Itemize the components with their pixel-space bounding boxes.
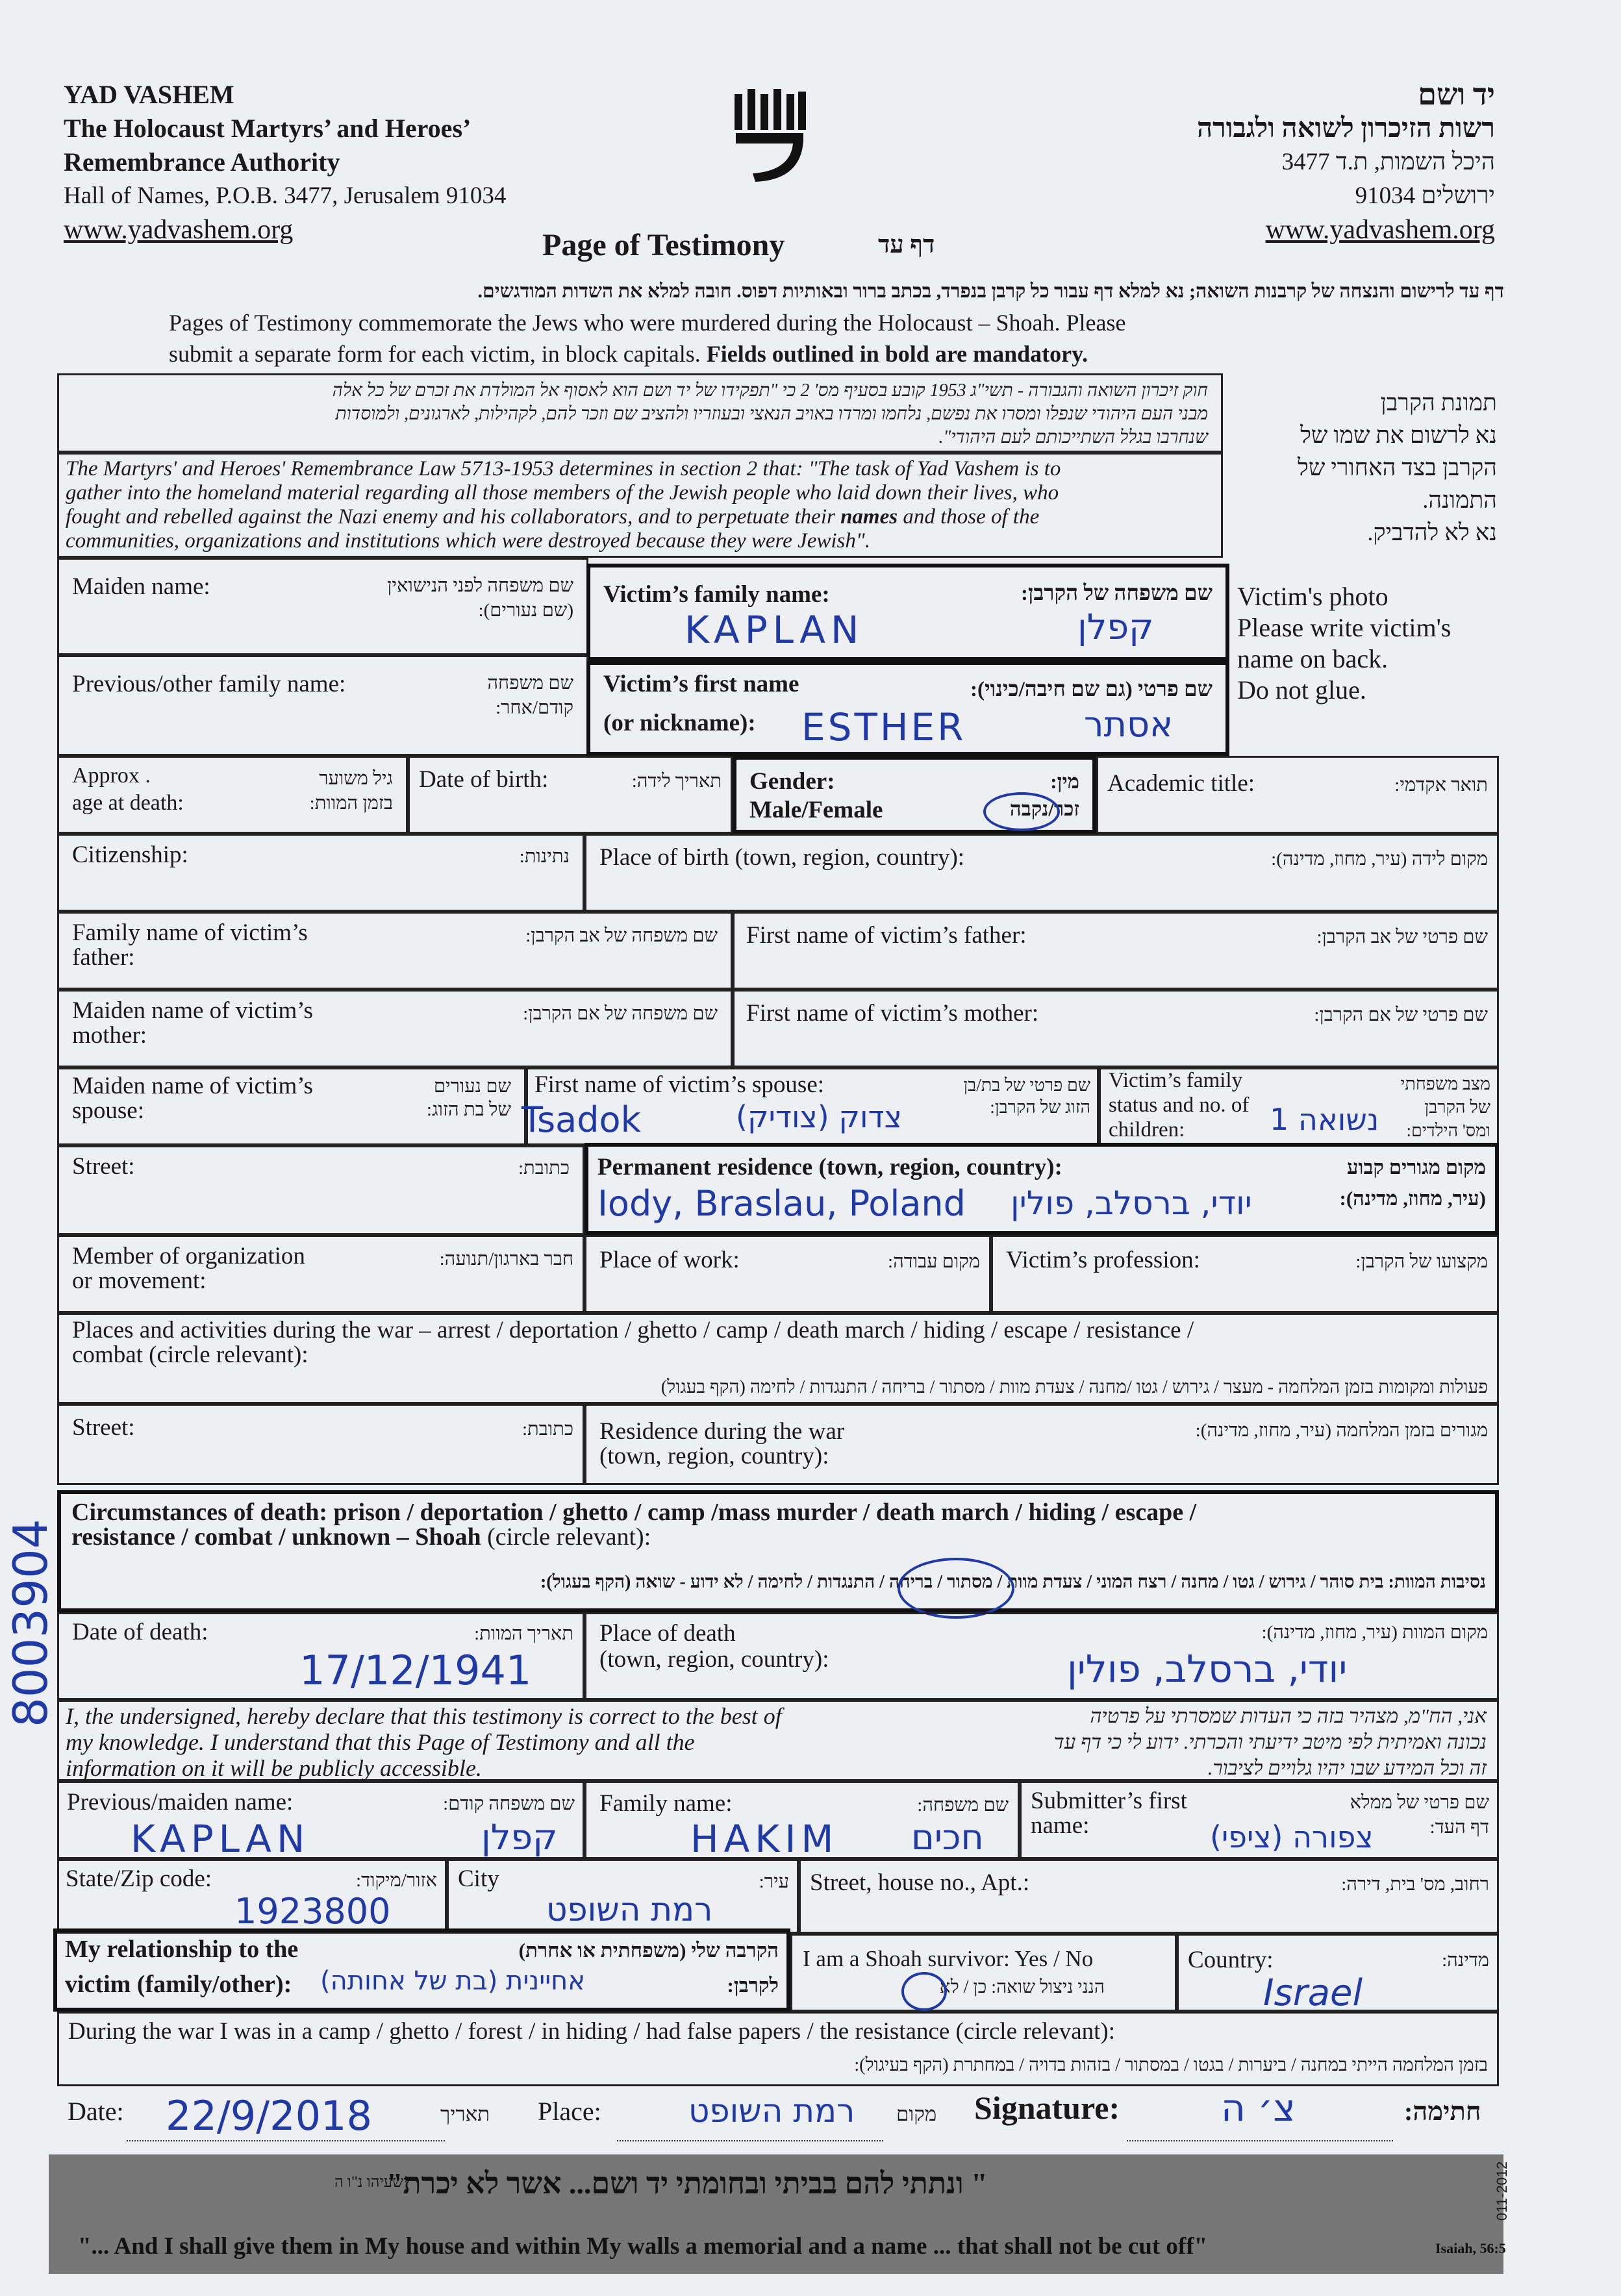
activities-label-2: combat (circle relevant): (72, 1341, 308, 1368)
submitter-street-label: Street, house no., Apt.: (810, 1869, 1030, 1896)
organization-label-1: Member of organization (72, 1243, 305, 1269)
law-en-3: fought and rebelled against the Nazi enemy and his collaborators, and to perpetuate their (66, 505, 835, 529)
academic-label: Academic title: (1107, 770, 1255, 797)
submitter-family-name-field[interactable] (584, 1781, 1020, 1859)
father-first-heb: שם פרטי של אב הקרבן: (1316, 927, 1488, 947)
activities-field[interactable] (57, 1313, 1499, 1404)
citizenship-field[interactable] (57, 834, 584, 912)
yad-vashem-logo (731, 88, 809, 185)
law-en-4: communities, organizations and institutions which were destroyed because they were Jewish". (66, 529, 870, 553)
spouse-first-label: First name of victim’s spouse: (534, 1071, 825, 1098)
camp-heb: בזמן המלחמה הייתי במחנה / ביערות / בגטו / במסתור / בזהות בדויה / במחתרת (הקף בעיגול): (854, 2055, 1488, 2075)
prev-family-heb-1: שם משפחה (487, 673, 573, 693)
place-value[interactable]: רמת השופט (688, 2092, 855, 2130)
prev-family-label: Previous/other family name: (72, 671, 346, 697)
first-name-label-2: (or nickname): (603, 710, 756, 736)
website-heb: www.yadvashem.org (1265, 215, 1495, 245)
photo-heb-1: תמונת הקרבן (1380, 390, 1497, 416)
submitter-first-name-heb-1: שם פרטי של ממלא (1350, 1792, 1489, 1813)
footer-en: "... And I shall give them in My house and within My walls a memorial and a name ... that shall not be cut off" (78, 2233, 1208, 2260)
activities-heb: פעולות ומקומות בזמן המלחמה - מעצר / גירוש / גטו /מחנה / צעדת מוות / מסתור / בריחה / התנגדות / לחימה (הקף בעגול) (660, 1377, 1488, 1397)
family-status-label-2: status and no. of (1109, 1093, 1250, 1117)
age-heb-2: בזמן המוות: (309, 793, 393, 814)
war-street-label: Street: (72, 1414, 135, 1441)
circumstances-field[interactable] (57, 1490, 1499, 1612)
age-heb-1: גיל משוער (319, 768, 393, 789)
photo-en-3: name on back. (1237, 644, 1389, 673)
authority-line-1: The Holocaust Martyrs’ and Heroes’ (64, 114, 471, 143)
submitter-first-name-label-2: name: (1031, 1812, 1090, 1839)
street-heb: כתובת: (518, 1158, 570, 1179)
zip-heb: אזור/מיקוד: (356, 1870, 437, 1891)
residence-heb-2: (עיר, מחוז, מדינה): (1339, 1187, 1486, 1210)
first-name-heb: שם פרטי (גם שם חיבה/כינוי): (970, 678, 1213, 701)
submitter-first-name-field[interactable] (1020, 1781, 1499, 1859)
war-residence-label-2: (town, region, country): (599, 1443, 829, 1469)
family-name-value-heb: קפלן (1077, 606, 1154, 647)
war-street-heb: כתובת: (522, 1419, 573, 1440)
declaration-heb-3: זה וכל המידע שבו יהיו גלויים לציבור. (1207, 1756, 1487, 1779)
family-name-heb: שם משפחה של הקרבן: (1020, 582, 1213, 605)
circumstances-label-2: resistance / combat / unknown – Shoah (71, 1523, 481, 1551)
age-field[interactable] (57, 756, 408, 834)
submitter-street-heb: רחוב, מס' בית, דירה: (1341, 1874, 1489, 1895)
first-name-value-en: ESTHER (801, 705, 966, 749)
spouse-first-heb-1: שם פרטי של בת/בן (963, 1075, 1090, 1095)
address-heb-1: היכל השמות, ת.ד 3477 (1281, 149, 1495, 175)
authority-heb: רשות הזיכרון לשואה ולגבורה (1196, 114, 1495, 144)
birthplace-label: Place of birth (town, region, country): (599, 844, 965, 871)
country-heb: מדינה: (1442, 1950, 1489, 1971)
city-label: City (458, 1866, 499, 1892)
place-heb: מקום (896, 2103, 937, 2125)
spouse-maiden-label-2: spouse: (72, 1097, 144, 1124)
residence-value-en: Iody, Braslau, Poland (597, 1183, 966, 1224)
declaration-en-1: I, the undersigned, hereby declare that this testimony is correct to the best of (66, 1703, 782, 1729)
dob-label: Date of birth: (419, 766, 549, 793)
photo-heb-2: נא לרשום את שמו של (1300, 422, 1497, 448)
survivor-heb: הנני ניצול שואה: כן / לא (939, 1977, 1105, 1997)
header-left (64, 78, 506, 247)
family-name-label: Victim’s family name: (603, 581, 830, 608)
photo-en-2: Please write victim's (1237, 613, 1451, 642)
pod-heb: מקום המוות (עיר, מחוז, מדינה): (1261, 1622, 1488, 1643)
war-street-field[interactable] (57, 1404, 584, 1485)
family-name-value-en: KAPLAN (685, 608, 864, 652)
organization-label-2: or movement: (72, 1267, 207, 1294)
family-status-label-3: children: (1109, 1118, 1185, 1142)
profession-label: Victim’s profession: (1006, 1247, 1200, 1273)
law-heb-box (57, 373, 1223, 453)
family-status-heb-2: של הקרבן (1424, 1097, 1490, 1117)
war-residence-field[interactable] (584, 1404, 1499, 1485)
intro-en-bold: Fields outlined in bold are mandatory. (706, 341, 1088, 367)
intro (78, 276, 1504, 369)
father-first-label: First name of victim’s father: (746, 922, 1027, 949)
address-en: Hall of Names, P.O.B. 3477, Jerusalem 91034 (64, 182, 507, 209)
submitter-street-field[interactable] (799, 1859, 1499, 1934)
submitter-prev-name-heb: שם משפחה קודם: (443, 1793, 575, 1814)
org-name-heb: יד ושם (1418, 78, 1495, 111)
submitter-family-name-label: Family name: (599, 1790, 733, 1817)
mother-maiden-label-1: Maiden name of victim’s (72, 997, 313, 1024)
academic-heb: תואר אקדמי: (1394, 775, 1488, 795)
war-residence-heb: מגורים בזמן המלחמה (עיר, מחוז, מדינה): (1195, 1420, 1488, 1441)
profession-heb: מקצועו של הקרבן: (1355, 1251, 1488, 1272)
photo-en-1: Victim's photo (1237, 582, 1389, 611)
dod-label: Date of death: (72, 1619, 208, 1645)
submitter-family-name-value-heb: חכים (911, 1817, 984, 1858)
first-name-label-1: Victim’s first name (603, 671, 799, 697)
photo-heb-5: נא לא להדביק. (1367, 519, 1497, 545)
work-label: Place of work: (599, 1247, 740, 1273)
law-en-box (57, 453, 1223, 558)
dob-field[interactable] (408, 756, 733, 834)
country-label: Country: (1188, 1947, 1274, 1973)
relationship-label-2: victim (family/other): (65, 1971, 292, 1998)
family-status-heb-1: מצב משפחתי (1400, 1074, 1490, 1093)
circumstances-heb: נסיבות המוות: בית סוהר / גירוש / גטו / מחנה / רצח המוני / צעדת מוות / מסתור / בריחה / התנגדות / לחימה / לא ידוע - שואה (הקף בעגול): (540, 1572, 1486, 1592)
family-status-heb-3: ומס' הילדים: (1406, 1121, 1490, 1140)
pod-label-2: (town, region, country): (599, 1646, 829, 1673)
spouse-first-heb-2: הזוג של הקרבן: (990, 1097, 1090, 1117)
place-line (617, 2140, 883, 2141)
survivor-circle (901, 1972, 947, 2011)
page-title-heb: דף עד (878, 231, 935, 258)
gender-label-1: Gender: (749, 768, 835, 795)
work-field[interactable] (584, 1235, 991, 1313)
org-name-en: YAD VASHEM (64, 80, 234, 109)
intro-en-2: submit a separate form for each victim, in block capitals. (169, 341, 701, 367)
activities-label-1: Places and activities during the war – arrest / deportation / ghetto / camp / death march / hiding / escape / resistance / (72, 1317, 1194, 1343)
organization-field[interactable] (57, 1235, 584, 1313)
submitter-prev-name-label: Previous/maiden name: (67, 1789, 294, 1816)
signature-label: Signature: (974, 2090, 1120, 2126)
organization-heb: חבר בארגון/תנועה: (439, 1249, 573, 1269)
prev-family-field[interactable] (57, 655, 588, 756)
gender-field[interactable] (733, 756, 1096, 834)
intro-heb: דף עד לרישום והנצחה של קרבנות השואה; נא למלא דף עבור כל קרבן בנפרד, בכתב ברור ובאותיות דפוס. חובה למלא את השדות המודגשים. (477, 281, 1504, 302)
prev-family-heb-2: קודם/אחר: (496, 697, 573, 718)
family-status-field[interactable] (1099, 1067, 1499, 1145)
zip-field[interactable] (57, 1859, 447, 1934)
citizenship-heb: נתינות: (519, 846, 570, 867)
pod-field[interactable] (584, 1612, 1499, 1700)
citizenship-label: Citizenship: (72, 842, 188, 868)
father-family-label-1: Family name of victim’s (72, 919, 308, 946)
relationship-heb-1: הקרבה שלי (משפחתית או אחרת) (518, 1939, 779, 1962)
family-status-label-1: Victim’s family (1109, 1069, 1243, 1092)
submitter-prev-name-value-en: KAPLAN (131, 1817, 310, 1861)
camp-field[interactable] (57, 2012, 1499, 2086)
mother-maiden-field[interactable] (57, 990, 733, 1067)
relationship-heb-2: לקרבן: (727, 1974, 779, 1997)
spouse-maiden-heb-2: של בת הזוג: (426, 1099, 511, 1120)
law-heb-2: מבני העם היהודי שנפלו ומסרו את נפשם, נלחמו ומרדו באויב הנאצי ובעוזריו ולהציב שם וזכר להם, לקהילות, לארגונים, ולמוסדות (335, 404, 1208, 424)
gender-label-2: Male/Female (749, 797, 883, 823)
birthplace-field[interactable] (584, 834, 1499, 912)
pod-value: יודי, ברסלב, פולין (1067, 1647, 1348, 1691)
form-code: 011-2012 (1494, 2161, 1510, 2221)
spouse-maiden-field[interactable] (57, 1067, 526, 1145)
circumstances-label-2b: (circle relevant): (487, 1523, 651, 1551)
law-heb-1: חוק זיכרון השואה והגבורה - תשי"ג 1953 קובע בסעיף מס' 2 כי "תפקידו של יד ושם הוא לאסוף אל המולדת את זכרם של כל אלה (332, 381, 1208, 401)
dob-heb: תאריך לידה: (631, 771, 722, 792)
page-title: Page of Testimony (542, 228, 785, 262)
academic-field[interactable] (1096, 756, 1499, 834)
family-status-value: נשואה 1 (1270, 1102, 1379, 1137)
maiden-name-label: Maiden name: (72, 573, 210, 600)
declaration-heb-1: אני, הח"מ, מצהיר בזה כי העדות שמסרתי על פרטיה (1090, 1704, 1487, 1727)
street-label: Street: (72, 1153, 135, 1180)
signature-value[interactable]: צ׳ ה (1221, 2086, 1296, 2130)
signature-line (1127, 2140, 1393, 2141)
dod-heb: תאריך המוות: (474, 1623, 573, 1644)
maiden-name-heb-1: שם משפחה לפני הנישואין (387, 575, 573, 596)
law-en-1: The Martyrs' and Heroes' Remembrance Law 5713-1953 determines in section 2 that: "The task of Yad Vashem is to (66, 457, 1061, 480)
submitter-family-name-value-en: HAKIM (690, 1817, 839, 1861)
pod-label-1: Place of death (599, 1620, 736, 1647)
footer-heb: " ונתתי להם בביתי ובחומתי יד ושם... אשר לא יכרת" (386, 2167, 988, 2200)
age-label-2: age at death: (72, 791, 184, 815)
spouse-first-value-en: Tsadok (521, 1099, 641, 1140)
spouse-maiden-heb-1: שם נעורים (433, 1076, 511, 1097)
survivor-field[interactable] (790, 1934, 1177, 2012)
date-line (127, 2140, 445, 2141)
survivor-label: I am a Shoah survivor: Yes / No (803, 1946, 1094, 1971)
residence-label: Permanent residence (town, region, country): (597, 1154, 1062, 1180)
declaration (57, 1700, 1499, 1781)
date-heb: תאריך (440, 2103, 490, 2125)
submitter-first-name-heb-2: דף העד: (1429, 1817, 1489, 1838)
intro-en-1: Pages of Testimony commemorate the Jews who were murdered during the Holocaust – Shoah. Please (169, 310, 1126, 336)
header-right (1197, 78, 1495, 247)
residence-field[interactable] (584, 1143, 1499, 1235)
father-family-field[interactable] (57, 912, 733, 990)
mother-maiden-heb: שם משפחה של אם הקרבן: (523, 1003, 718, 1024)
submitter-first-name-label-1: Submitter’s first (1031, 1788, 1187, 1814)
residence-heb-1: מקום מגורים קבוע (1347, 1156, 1486, 1179)
law-en-3c: and those of the (903, 505, 1040, 529)
camp-label: During the war I was in a camp / ghetto / forest / in hiding / had false papers / the resistance (circle relevant): (68, 2018, 1116, 2045)
mother-maiden-label-2: mother: (72, 1022, 147, 1049)
father-first-field[interactable] (733, 912, 1499, 990)
city-value: רמת השופט (546, 1891, 713, 1928)
city-heb: עיר: (759, 1871, 789, 1892)
photo-en-4: Do not glue. (1237, 675, 1366, 705)
law-heb-3: שנחרבו בגלל השתייכותם לעם היהודי". (938, 427, 1208, 447)
mother-first-heb: שם פרטי של אם הקרבן: (1314, 1004, 1488, 1025)
footer-banner (49, 2154, 1506, 2274)
father-family-heb: שם משפחה של אב הקרבן: (525, 925, 718, 946)
gender-heb-2: זכר/נקבה (1009, 797, 1079, 820)
relationship-label-1: My relationship to the (65, 1936, 299, 1963)
declaration-en-3: information on it will be publicly accessible. (66, 1755, 482, 1781)
gender-circle (983, 792, 1060, 831)
footer-en-ref: Isaiah, 56:5 (1435, 2240, 1506, 2256)
authority-line-2: Remembrance Authority (64, 147, 340, 177)
city-field[interactable] (447, 1859, 799, 1934)
circumstances-label-1: Circumstances of death: prison / deportation / ghetto / camp /mass murder / death march / hiding / escape / (71, 1499, 1197, 1526)
submitter-prev-name-field[interactable] (57, 1781, 584, 1859)
photo-heb-3: הקרבן בצד האחורי של (1298, 455, 1497, 480)
first-name-field[interactable] (586, 661, 1229, 756)
maiden-name-field[interactable] (57, 558, 588, 655)
spouse-first-value-heb: צדוק (צודיק) (736, 1099, 902, 1134)
dod-field[interactable] (57, 1612, 584, 1700)
website-en: www.yadvashem.org (64, 215, 294, 245)
mother-first-field[interactable] (733, 990, 1499, 1067)
maiden-name-heb-2: (שם נעורים): (478, 600, 573, 621)
relationship-field[interactable] (53, 1928, 790, 2012)
circumstances-circle (898, 1558, 1014, 1619)
place-label: Place: (538, 2097, 601, 2126)
country-field[interactable] (1177, 1934, 1499, 2012)
gender-heb-1: מין: (1050, 770, 1079, 793)
dod-value: 17/12/1941 (299, 1647, 532, 1694)
photo-heb-4: התמונה. (1422, 487, 1497, 513)
spouse-first-field[interactable] (521, 1067, 1099, 1145)
residence-value-heb: יודי, ברסלב, פולין (1011, 1184, 1252, 1222)
street-field[interactable] (57, 1145, 584, 1235)
relationship-value: אחיינית (בת של אחותה) (320, 1966, 586, 1996)
photo-area (1237, 386, 1497, 706)
declaration-en-2: my knowledge. I understand that this Page of Testimony and all the (66, 1729, 695, 1755)
submitter-prev-name-value-heb: קפלן (481, 1817, 558, 1858)
work-heb: מקום עבודה: (888, 1251, 980, 1272)
father-family-label-2: father: (72, 944, 135, 971)
address-heb-2: ירושלים 91034 (1355, 182, 1495, 209)
signature-heb: חתימה: (1404, 2097, 1481, 2126)
declaration-heb-2: נכונה ואמיתית לפי מיטב ידיעתי והכרתי. ידוע לי כי דף עד (1053, 1730, 1487, 1753)
first-name-value-heb: אסתר (1084, 704, 1174, 745)
country-value: Israel (1263, 1972, 1363, 2014)
submitter-family-name-heb: שם משפחה: (917, 1795, 1009, 1816)
spouse-maiden-label-1: Maiden name of victim’s (72, 1073, 313, 1099)
law-en-3b: names (840, 505, 898, 529)
mother-first-label: First name of victim’s mother: (746, 1000, 1039, 1027)
zip-value: 1923800 (234, 1891, 391, 1932)
side-reference-number: 8003904 (3, 1519, 58, 1727)
profession-field[interactable] (991, 1235, 1499, 1313)
law-en-2: gather into the homeland material regarding all those members of the Jewish people who laid down their lives, who (66, 481, 1059, 505)
family-name-field[interactable] (586, 564, 1229, 661)
birthplace-heb: מקום לידה (עיר, מחוז, מדינה): (1271, 849, 1488, 869)
war-residence-label-1: Residence during the war (599, 1418, 845, 1445)
age-label-1: Approx . (72, 764, 151, 788)
submitter-first-name-value: צפורה (ציפי) (1210, 1819, 1374, 1854)
date-label: Date: (68, 2097, 124, 2126)
zip-label: State/Zip code: (66, 1866, 212, 1892)
date-value[interactable]: 22/9/2018 (166, 2092, 372, 2140)
footer-heb-ref: ישעיהו נ"ו ה (334, 2174, 408, 2191)
